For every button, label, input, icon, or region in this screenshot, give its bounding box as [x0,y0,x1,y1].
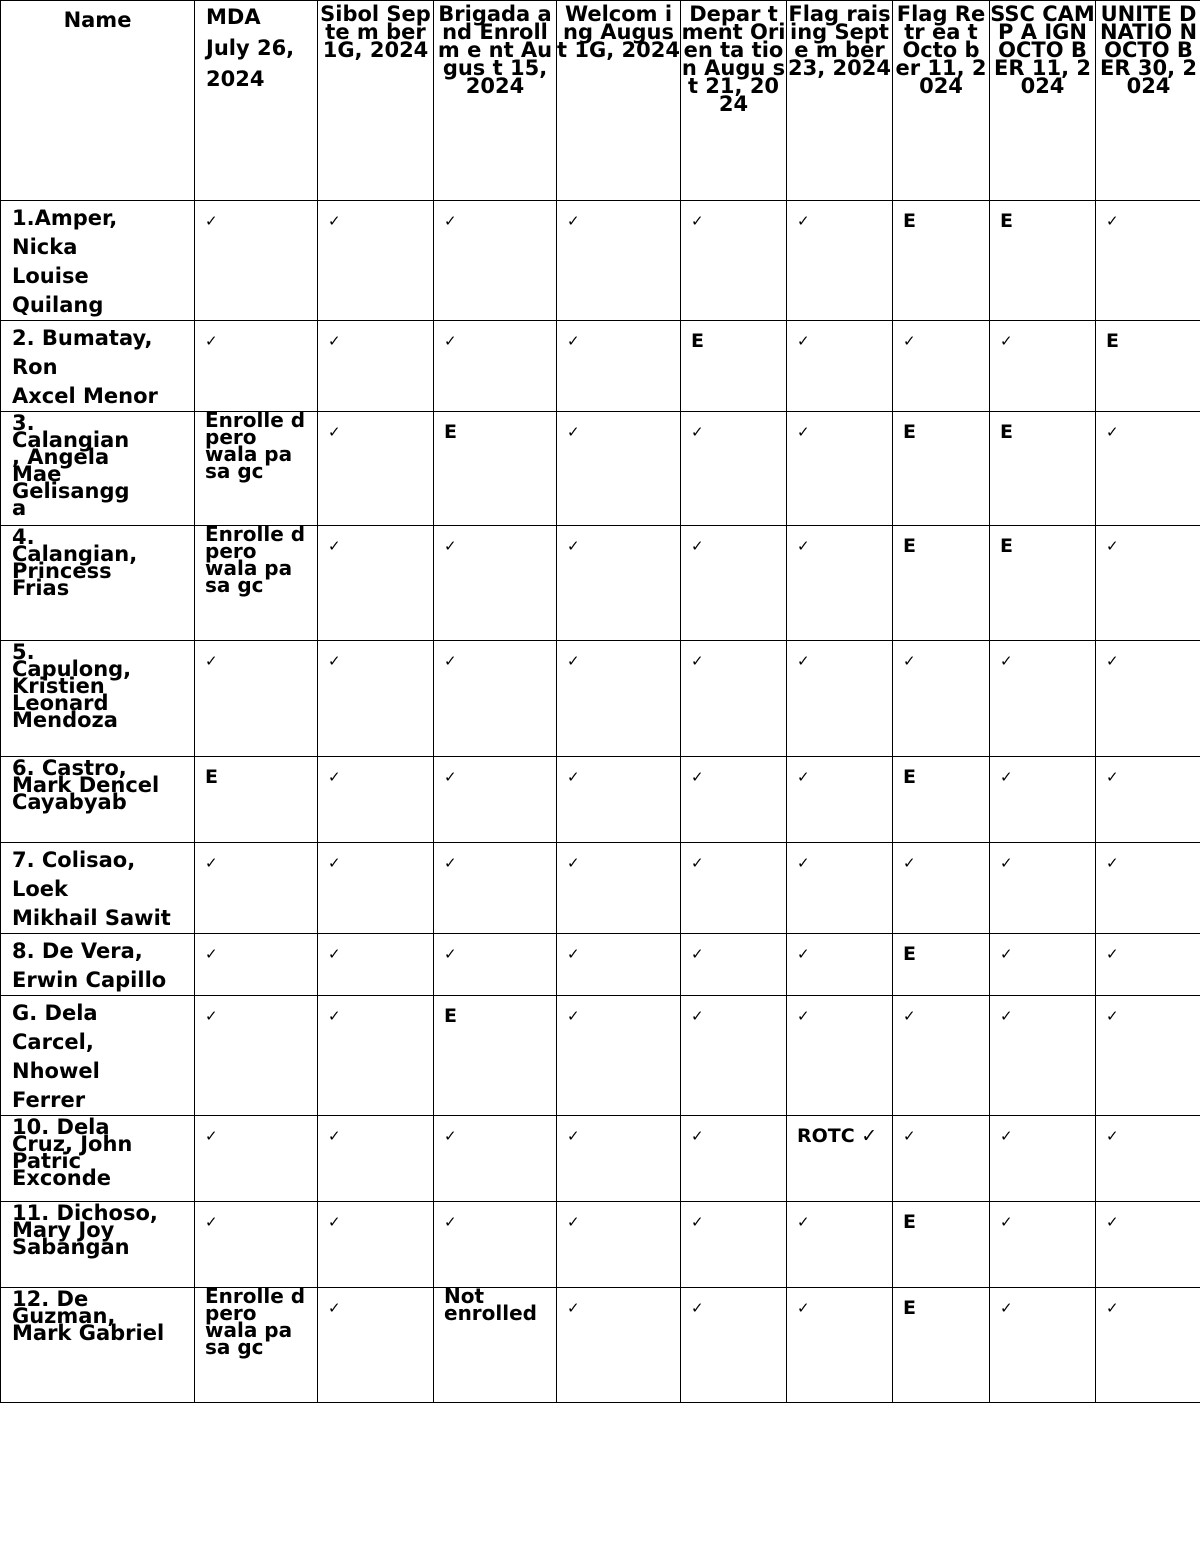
attendance-mark: ✓ [557,1116,681,1202]
attendance-mark: ✓ [1096,412,1200,526]
attendance-mark: Enrolle d pero wala pa sa gc [195,526,318,641]
attendance-mark: ✓ [318,843,434,934]
student-name: 2. Bumatay, Ron Axcel Menor [1,321,195,412]
attendance-mark: E [893,934,990,996]
attendance-mark: E [434,996,557,1116]
attendance-mark: ✓ [195,1116,318,1202]
attendance-mark: ✓ [318,201,434,321]
table-row [1,321,1200,412]
attendance-mark: ✓ [893,321,990,412]
attendance-mark: ✓ [787,996,893,1116]
table-row [1,641,1200,757]
student-name: 12. De Guzman, Mark Gabriel [1,1288,195,1403]
attendance-mark: ✓ [893,843,990,934]
attendance-mark: ✓ [990,1288,1096,1403]
attendance-mark: ✓ [787,843,893,934]
attendance-mark: ✓ [990,641,1096,757]
attendance-mark: ✓ [195,996,318,1116]
header-name: Name [1,1,195,201]
attendance-mark: ✓ [318,412,434,526]
table-row [1,1116,1200,1202]
table-row [1,843,1200,934]
attendance-mark: ✓ [557,843,681,934]
attendance-mark: E [893,526,990,641]
attendance-mark: ✓ [990,321,1096,412]
attendance-mark: ✓ [1096,934,1200,996]
attendance-mark: E [681,321,787,412]
attendance-mark: ✓ [318,757,434,843]
attendance-mark: ✓ [1096,526,1200,641]
table-row [1,412,1200,526]
attendance-mark: ✓ [434,1116,557,1202]
attendance-mark: E [893,1202,990,1288]
attendance-mark: ✓ [681,1288,787,1403]
attendance-mark: ✓ [434,526,557,641]
header-sibol: Sibol Septe m ber 1G, 2024 [318,1,434,201]
attendance-mark: ✓ [434,641,557,757]
attendance-mark: ROTC ✓ [787,1116,893,1202]
attendance-mark: E [893,757,990,843]
attendance-mark: ✓ [787,412,893,526]
student-name: 4. Calangian, Princess Frias [1,526,195,641]
table-row [1,201,1200,321]
attendance-mark: ✓ [681,526,787,641]
attendance-mark: ✓ [557,412,681,526]
attendance-mark: ✓ [787,321,893,412]
attendance-mark: ✓ [681,996,787,1116]
attendance-mark: ✓ [557,526,681,641]
student-name: 6. Castro, Mark Dencel Cayabyab [1,757,195,843]
header-department-orientation: Depar t ment Orien ta tion Augu st 21, 2024 [681,1,787,201]
attendance-mark: ✓ [990,757,1096,843]
student-name: 1.Amper, Nicka Louise Quilang [1,201,195,321]
table-row [1,1288,1200,1403]
attendance-mark: ✓ [1096,1202,1200,1288]
attendance-mark: ✓ [195,321,318,412]
student-name: G. Dela Carcel, Nhowel Ferrer [1,996,195,1116]
student-name: 3. Calangian , Angela Mae Gelisangg a [1,412,195,526]
attendance-mark: ✓ [893,996,990,1116]
student-name: 5. Capulong, Kristien Leonard Mendoza [1,641,195,757]
attendance-mark: ✓ [1096,1116,1200,1202]
attendance-mark: E [434,412,557,526]
attendance-mark: ✓ [434,201,557,321]
attendance-mark: ✓ [1096,843,1200,934]
attendance-mark: ✓ [318,1116,434,1202]
student-name: 7. Colisao, Loek Mikhail Sawit [1,843,195,934]
attendance-mark: ✓ [195,843,318,934]
attendance-mark: E [1096,321,1200,412]
attendance-mark: E [893,1288,990,1403]
attendance-mark: ✓ [990,996,1096,1116]
attendance-mark: ✓ [681,641,787,757]
attendance-mark: ✓ [318,641,434,757]
attendance-mark: ✓ [434,757,557,843]
header-mda: MDA July 26, 2024 [195,1,318,201]
attendance-mark: ✓ [1096,201,1200,321]
attendance-mark: ✓ [195,641,318,757]
table-row [1,1202,1200,1288]
attendance-mark: ✓ [787,1288,893,1403]
attendance-mark: E [893,412,990,526]
attendance-mark: ✓ [893,1116,990,1202]
attendance-mark: ✓ [681,1202,787,1288]
header-united-nation: UNITE D NATIO N OCTO B ER 30, 2024 [1096,1,1200,201]
attendance-mark: ✓ [990,1202,1096,1288]
header-ssc-campaign: SSC CAMP A IGN OCTO B ER 11, 2024 [990,1,1096,201]
attendance-mark: E [990,201,1096,321]
attendance-mark: Not enrolled [434,1288,557,1403]
attendance-mark: ✓ [681,1116,787,1202]
attendance-mark: ✓ [557,321,681,412]
table-body [1,201,1200,1403]
attendance-mark: ✓ [318,934,434,996]
attendance-mark: ✓ [557,996,681,1116]
attendance-mark: ✓ [434,843,557,934]
attendance-mark: ✓ [681,934,787,996]
attendance-mark: ✓ [557,1202,681,1288]
attendance-mark: ✓ [557,641,681,757]
attendance-mark: ✓ [787,757,893,843]
header-flag-raising: Flag raising Septe m ber 23, 2024 [787,1,893,201]
header-row [1,1,1200,201]
attendance-mark: E [990,526,1096,641]
attendance-mark: ✓ [318,321,434,412]
attendance-mark: ✓ [434,934,557,996]
header-welcoming: Welcom i ng Augus t 1G, 2024 [557,1,681,201]
attendance-mark: ✓ [195,1202,318,1288]
attendance-mark: ✓ [434,321,557,412]
attendance-mark: ✓ [681,843,787,934]
table-row [1,757,1200,843]
attendance-mark: ✓ [318,1288,434,1403]
attendance-mark: ✓ [990,1116,1096,1202]
student-name: 10. Dela Cruz, John Patric Exconde [1,1116,195,1202]
attendance-mark: ✓ [787,201,893,321]
attendance-mark: ✓ [681,757,787,843]
attendance-mark: ✓ [787,526,893,641]
table-row [1,934,1200,996]
table-row [1,996,1200,1116]
attendance-mark: E [195,757,318,843]
attendance-mark: ✓ [787,934,893,996]
attendance-mark: ✓ [893,641,990,757]
attendance-mark: ✓ [318,526,434,641]
attendance-mark: ✓ [318,996,434,1116]
attendance-mark: E [893,201,990,321]
attendance-mark: ✓ [557,201,681,321]
attendance-mark: Enrolle d pero wala pa sa gc [195,412,318,526]
student-name: 11. Dichoso, Mary Joy Sabangan [1,1202,195,1288]
attendance-mark: Enrolle d pero wala pa sa gc [195,1288,318,1403]
attendance-mark: ✓ [557,1288,681,1403]
attendance-mark: ✓ [787,641,893,757]
attendance-mark: ✓ [681,201,787,321]
attendance-mark: ✓ [195,201,318,321]
attendance-mark: ✓ [318,1202,434,1288]
attendance-mark: ✓ [1096,757,1200,843]
attendance-mark: ✓ [1096,1288,1200,1403]
header-brigada: Brigada and Enrollm e nt Augus t 15, 2024 [434,1,557,201]
attendance-mark: ✓ [1096,641,1200,757]
table-row [1,526,1200,641]
attendance-mark: E [990,412,1096,526]
attendance-mark: ✓ [434,1202,557,1288]
attendance-mark: ✓ [557,757,681,843]
attendance-mark: ✓ [787,1202,893,1288]
attendance-mark: ✓ [990,934,1096,996]
attendance-mark: ✓ [990,843,1096,934]
attendance-mark: ✓ [557,934,681,996]
attendance-mark: ✓ [681,412,787,526]
attendance-mark: ✓ [195,934,318,996]
attendance-mark: ✓ [1096,996,1200,1116]
header-flag-retreat: Flag Retr ea t Octo b er 11, 2024 [893,1,990,201]
student-name: 8. De Vera, Erwin Capillo [1,934,195,996]
